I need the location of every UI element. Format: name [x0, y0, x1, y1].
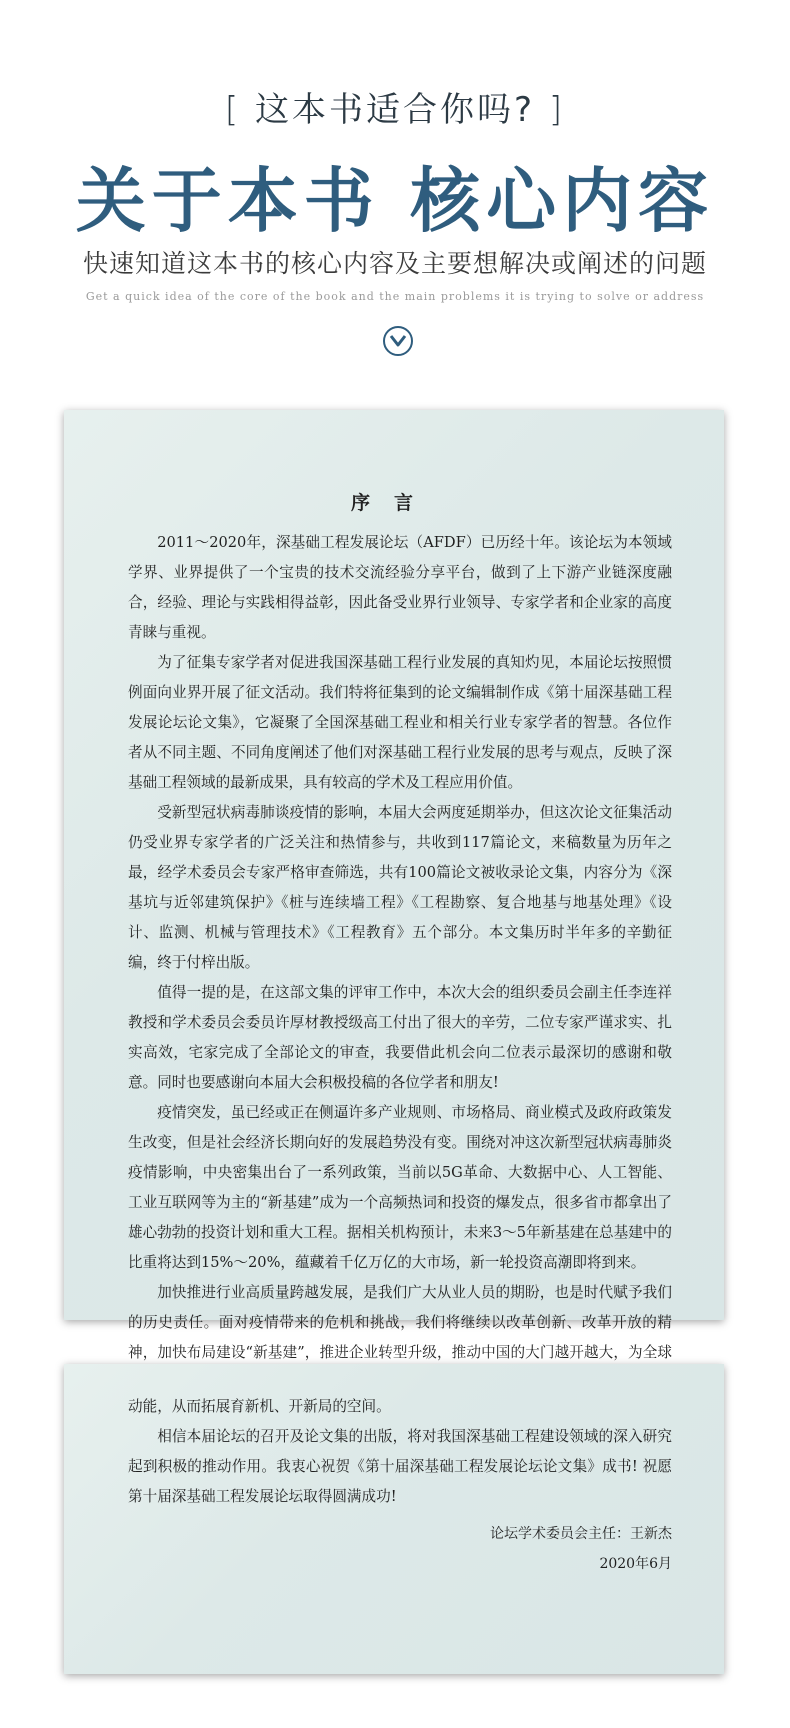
book-page-2 — [64, 1364, 724, 1674]
paragraph-3: 受新型冠状病毒肺谈疫情的影响，本届大会两度延期举办，但这次论文征集活动仍受业界专家学者的广泛关注和热情参与，共收到117篇论文，来稿数量为历年之最，经学术委员会专家严格审查筛选，共有100篇论文被收录论文集，内容分为《深基坑与近邻建筑保护》《桩与连续墙工程》《工程勘察、复合地基与地基处理》《设计、监测、机械与管理技术》《工程教育》五个部分。本文集历时半年多的辛勤征编，终于付梓出版。 — [128, 804, 672, 971]
preface-body — [128, 528, 672, 1398]
paragraph-6: 加快推进行业高质量跨越发展，是我们广大从业人员的期盼，也是时代赋予我们的历史责任。面对疫情带来的危机和挑战，我们将继续以改革创新、改革开放的精神，加快布局建设“新基建”，推进企业转型升级，推动中国的大门越开越大，为全球 — [128, 1284, 672, 1361]
subtitle-english: Get a quick idea of the core of the book and the main problems it is trying to solve or address — [85, 290, 705, 303]
paragraph-1: 2011～2020年，深基础工程发展论坛（AFDF）已历经十年。该论坛为本领域学界、业界提供了一个宝贵的技术交流经验分享平台，做到了上下游产业链深度融合，经验、理论与实践相得益彰，因此备受业界行业领导、专家学者和企业家的高度青睐与重视。 — [128, 534, 672, 641]
signature-date: 2020年6月 — [599, 1556, 672, 1572]
paragraph-continued: 动能，从而拓展育新机、开新局的空间。 — [128, 1398, 391, 1415]
preface-title: 序言 — [350, 492, 437, 514]
kicker-heading — [0, 82, 790, 131]
book-page-1 — [64, 410, 724, 1361]
paragraph-2: 为了征集专家学者对促进我国深基础工程行业发展的真知灼见，本届论坛按照惯例面向业界开展了征文活动。我们特将征集到的论文编辑制作成《第十届深基础工程发展论坛论文集》，它凝聚了全国深基础工程业和相关行业专家学者的智慧。各位作者从不同主题、不同角度阐述了他们对深基础工程行业发展的思考与观点，反映了深基础工程领域的最新成果，具有较高的学术及工程应用价值。 — [128, 654, 672, 791]
scroll-down-button[interactable] — [383, 326, 413, 356]
kicker-text: 这本书适合你吗? — [254, 90, 536, 130]
paragraph-4: 值得一提的是，在这部文集的评审工作中，本次大会的组织委员会副主任李连祥教授和学术委员会委员许厚材教授级高工付出了很大的辛劳，二位专家严谨求实、扎实高效，宅家完成了全部论文的审查，我要借此机会向二位表示最深切的感谢和敬意。同时也要感谢向本届大会积极投稿的各位学者和朋友! — [128, 984, 672, 1091]
paragraph-5: 疫情突发，虽已经或正在侧逼许多产业规则、市场格局、商业模式及政府政策发生改变，但是社会经济长期向好的发展趋势没有变。围绕对冲这次新型冠状病毒肺炎疫情影响，中央密集出台了一系列政策，当前以5G革命、大数据中心、人工智能、工业互联网等为主的“新基建”成为一个高频热词和投资的爆发点，很多省市都拿出了雄心勃勃的投资计划和重大工程。据相关机构预计，未来3～5年新基建在总基建中的比重将达到15%～20%，蕴藏着千亿万亿的大市场，新一轮投资高潮即将到来。 — [128, 1104, 672, 1271]
header — [0, 0, 790, 400]
preface-body-continued — [128, 1392, 672, 1512]
signature: 论坛学术委员会主任：王新杰 — [490, 1526, 672, 1542]
kicker-open-bracket: [ — [224, 90, 242, 130]
page-title: 关于本书 核心内容 — [75, 159, 715, 242]
subtitle: 快速知道这本书的核心内容及主要想解决或阐述的问题 — [82, 249, 707, 278]
chevron-down-icon — [389, 333, 407, 349]
paragraph-closing: 相信本届论坛的召开及论文集的出版，将对我国深基础工程建设领域的深入研究起到积极的推动作用。我衷心祝贺《第十届深基础工程发展论坛论文集》成书! 祝愿第十届深基础工程发展论坛取得圆满成功! — [128, 1428, 672, 1505]
kicker-close-bracket: ] — [548, 90, 566, 130]
